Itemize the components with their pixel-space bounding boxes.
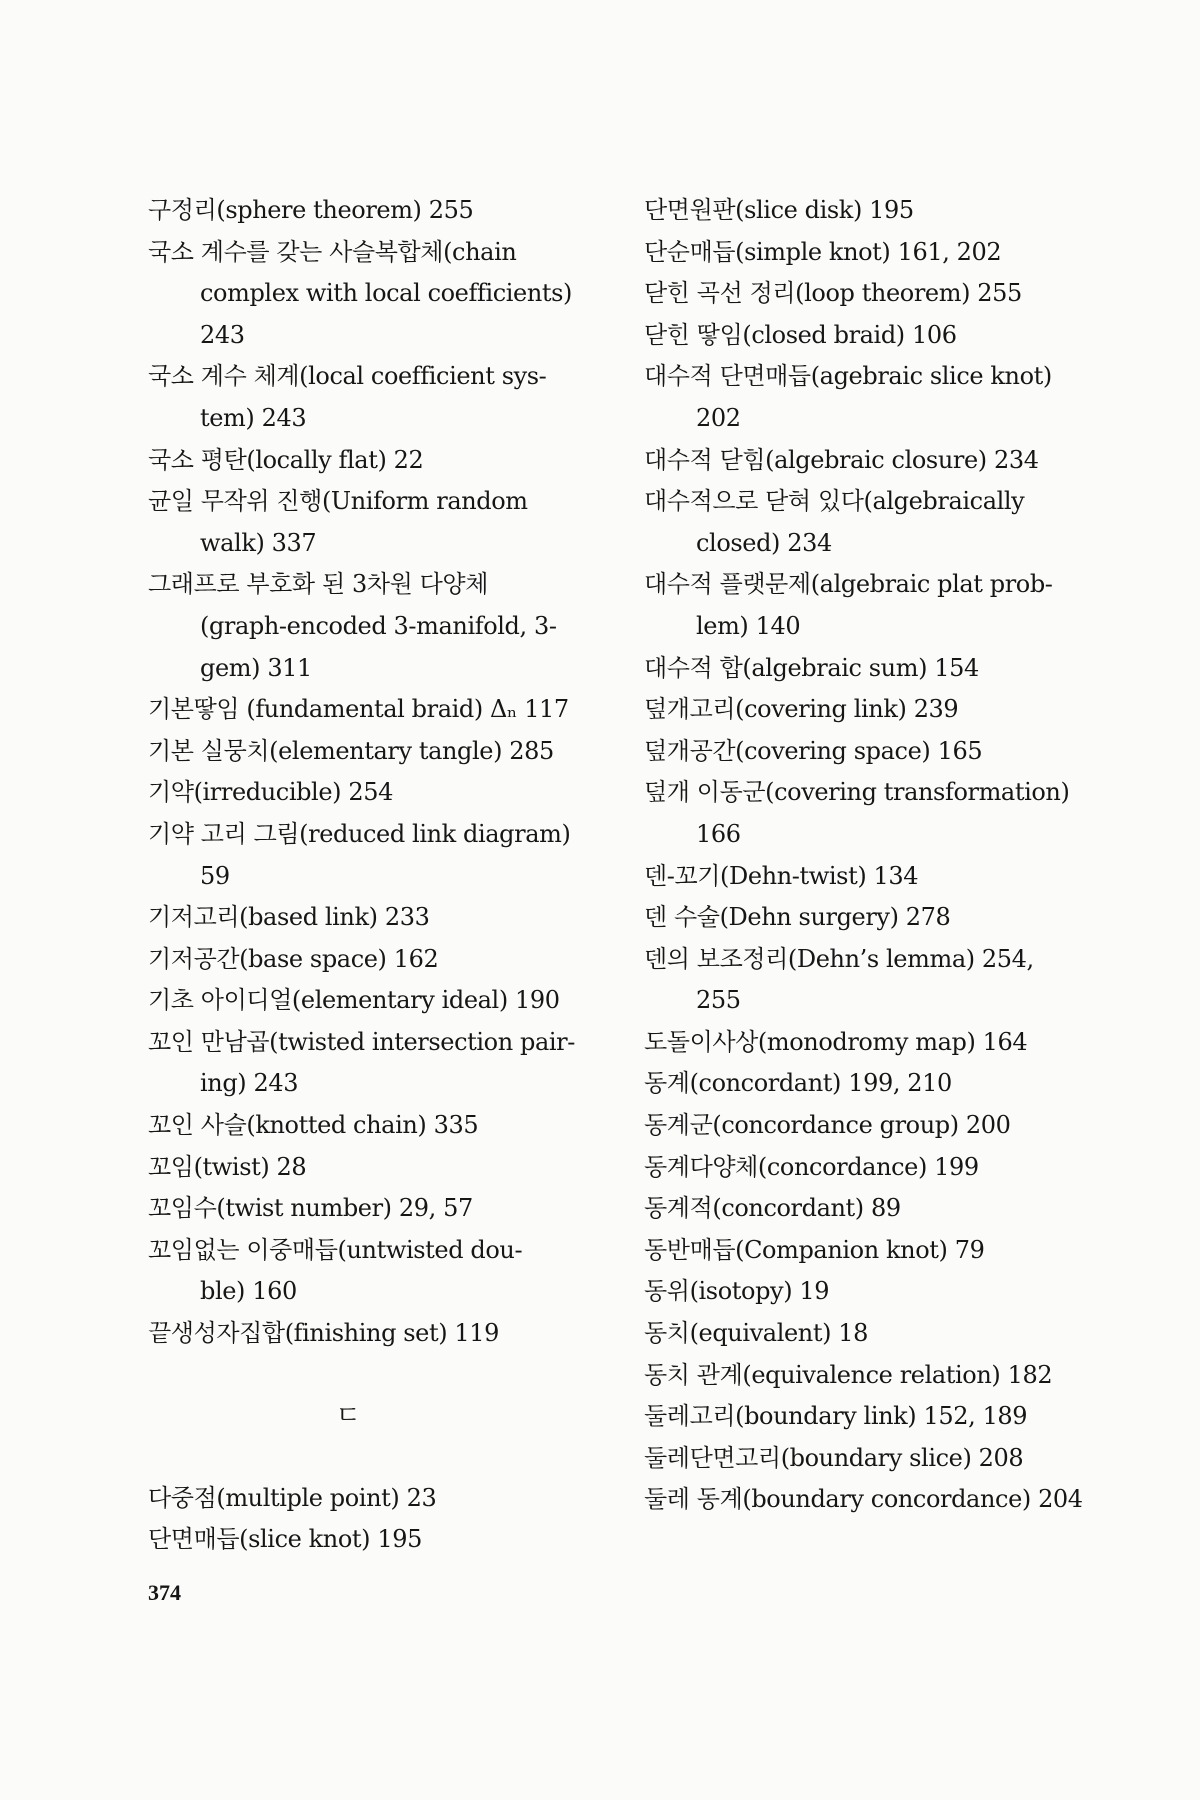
index-entry-line: 기약(irreducible) 254 [148, 778, 393, 807]
index-entry-line: 동계다양체(concordance) 199 [644, 1152, 979, 1181]
index-entry [644, 190, 1114, 232]
left-entries-group-b [148, 1478, 608, 1561]
index-entry [644, 1396, 1114, 1438]
index-entry [644, 232, 1114, 274]
section-heading: ㄷ [335, 1400, 361, 1431]
index-entry [644, 1230, 1114, 1272]
index-entry [644, 772, 1114, 855]
index-entry [644, 273, 1114, 315]
index-entry [148, 1230, 608, 1313]
index-entry-line: 국소 계수를 갖는 사슬복합체(chain [148, 237, 517, 266]
index-entry-line: 꼬인 만남곱(twisted intersection pair- [148, 1027, 575, 1056]
index-entry-continuation: ble) 160 [200, 1277, 297, 1306]
index-entry-line: 동위(isotopy) 19 [644, 1277, 830, 1306]
index-entry [644, 897, 1114, 939]
index-entry [148, 1022, 608, 1105]
index-entry-continuation: 255 [696, 986, 741, 1015]
index-entry-line: 덮개고리(covering link) 239 [644, 695, 959, 724]
index-entry [644, 315, 1114, 357]
index-entry [148, 897, 608, 939]
index-entry-line: 대수적으로 닫혀 있다(algebraically [644, 487, 1025, 516]
index-entry-line: 기저공간(base space) 162 [148, 944, 439, 973]
index-entry-line: 닫힌 곡선 정리(loop theorem) 255 [644, 279, 1022, 308]
index-entry [644, 856, 1114, 898]
index-entry-line: 동치(equivalent) 18 [644, 1319, 869, 1348]
index-entry-line: 기초 아이디얼(elementary ideal) 190 [148, 986, 560, 1015]
index-entry [644, 1147, 1114, 1189]
index-entry [148, 440, 608, 482]
index-entry-continuation: 166 [696, 819, 741, 848]
index-entry-line: 꼬인 사슬(knotted chain) 335 [148, 1111, 479, 1140]
index-entry [148, 232, 608, 357]
index-entry [644, 481, 1114, 564]
index-entry-line: 다중점(multiple point) 23 [148, 1483, 437, 1512]
index-entry-line: 닫힌 땋임(closed braid) 106 [644, 320, 957, 349]
index-entry-line: 기본땋임 (fundamental braid) Δₙ 117 [148, 695, 569, 724]
index-entry-line: 덴 수술(Dehn surgery) 278 [644, 903, 951, 932]
index-entry-line: 균일 무작위 진행(Uniform random [148, 487, 528, 516]
index-entry-line: 기약 고리 그림(reduced link diagram) [148, 819, 571, 848]
index-entry-line: 기본 실뭉치(elementary tangle) 285 [148, 736, 554, 765]
index-entry [148, 980, 608, 1022]
index-entry [644, 1271, 1114, 1313]
index-entry-line: 구정리(sphere theorem) 255 [148, 196, 474, 224]
index-entry-line: 도돌이사상(monodromy map) 164 [644, 1027, 1028, 1056]
index-entry [148, 1478, 608, 1520]
index-entry-continuation: tem) 243 [200, 403, 307, 432]
index-entry [148, 1147, 608, 1189]
index-entry-line: 꼬임수(twist number) 29, 57 [148, 1194, 473, 1223]
index-entry [644, 731, 1114, 773]
index-entry [644, 356, 1114, 439]
index-entry-line: 덮개공간(covering space) 165 [644, 736, 983, 765]
index-entry-line: 국소 평탄(locally flat) 22 [148, 445, 424, 474]
index-entry-continuation: walk) 337 [200, 528, 317, 557]
index-entry-line: 동계(concordant) 199, 210 [644, 1069, 952, 1098]
index-entry-line: 단순매듭(simple knot) 161, 202 [644, 237, 1002, 266]
index-entry-line: 대수적 합(algebraic sum) 154 [644, 653, 979, 682]
index-entry-continuation: lem) 140 [696, 611, 801, 640]
index-entry [644, 564, 1114, 647]
index-entry-line: 대수적 닫힘(algebraic closure) 234 [644, 445, 1039, 474]
index-entry-continuation: complex with local coefficients) [200, 279, 573, 308]
index-entry-line: 단면매듭(slice knot) 195 [148, 1525, 422, 1554]
index-entry-line: 둘레고리(boundary link) 152, 189 [644, 1402, 1028, 1431]
index-entry [148, 1105, 608, 1147]
index-entry-line: 대수적 플랫문제(algebraic plat prob- [644, 570, 1053, 599]
index-entry [644, 1479, 1114, 1521]
index-entry-line: 동계군(concordance group) 200 [644, 1111, 1011, 1140]
index-entry-continuation: closed) 234 [696, 528, 832, 557]
right-entries-group [644, 190, 1114, 1521]
index-entry-line: 대수적 단면매듭(agebraic slice knot) [644, 362, 1052, 391]
index-entry-line: 그래프로 부호화 된 3차원 다양체 [148, 570, 488, 599]
index-entry-continuation: ing) 243 [200, 1069, 299, 1098]
index-entry [148, 772, 608, 814]
index-entry-line: 덴-꼬기(Dehn-twist) 134 [644, 861, 919, 890]
index-entry-line: 꼬임없는 이중매듭(untwisted dou- [148, 1235, 523, 1264]
index-entry [644, 1063, 1114, 1105]
index-entry-continuation: 59 [200, 861, 230, 890]
index-entry-line: 기저고리(based link) 233 [148, 903, 430, 932]
left-index-column [148, 190, 608, 1561]
index-entry-line: 덴의 보조정리(Dehn’s lemma) 254, [644, 944, 1034, 973]
index-entry-line: 덮개 이동군(covering transformation) [644, 778, 1070, 807]
index-entry [148, 1188, 608, 1230]
index-entry-continuation: (graph-encoded 3-manifold, 3- [200, 611, 557, 640]
index-entry [148, 564, 608, 689]
index-entry [644, 1355, 1114, 1397]
index-entry [148, 356, 608, 439]
index-entry [148, 939, 608, 981]
index-entry-line: 동계적(concordant) 89 [644, 1194, 901, 1223]
index-entry-line: 꼬임(twist) 28 [148, 1152, 307, 1181]
index-entry [644, 939, 1114, 1022]
index-entry-line: 동치 관계(equivalence relation) 182 [644, 1360, 1053, 1389]
index-entry-continuation: 202 [696, 403, 741, 432]
index-entry [644, 1313, 1114, 1355]
index-entry [148, 1519, 608, 1561]
page-number: 374 [148, 1580, 181, 1605]
index-entry [148, 731, 608, 773]
index-entry-line: 끝생성자집합(finishing set) 119 [148, 1319, 500, 1348]
index-entry-line: 국소 계수 체계(local coefficient sys- [148, 362, 547, 391]
index-entry [148, 1313, 608, 1355]
index-entry-line: 동반매듭(Companion knot) 79 [644, 1235, 985, 1264]
index-entry [148, 190, 608, 232]
index-entry [644, 689, 1114, 731]
index-entry [148, 481, 608, 564]
index-entry-continuation: 243 [200, 320, 245, 349]
index-entry-continuation: gem) 311 [200, 653, 312, 682]
index-entry-line: 둘레 동계(boundary concordance) 204 [644, 1485, 1083, 1514]
left-entries-group-a [148, 190, 608, 1355]
index-entry [644, 1188, 1114, 1230]
index-entry [148, 814, 608, 897]
index-entry [644, 440, 1114, 482]
index-entry [644, 648, 1114, 690]
index-entry-line: 단면원판(slice disk) 195 [644, 196, 914, 224]
index-entry-line: 둘레단면고리(boundary slice) 208 [644, 1443, 1024, 1472]
index-entry [644, 1105, 1114, 1147]
index-entry [644, 1438, 1114, 1480]
right-index-column [644, 190, 1114, 1521]
index-entry [644, 1022, 1114, 1064]
index-entry [148, 689, 608, 731]
